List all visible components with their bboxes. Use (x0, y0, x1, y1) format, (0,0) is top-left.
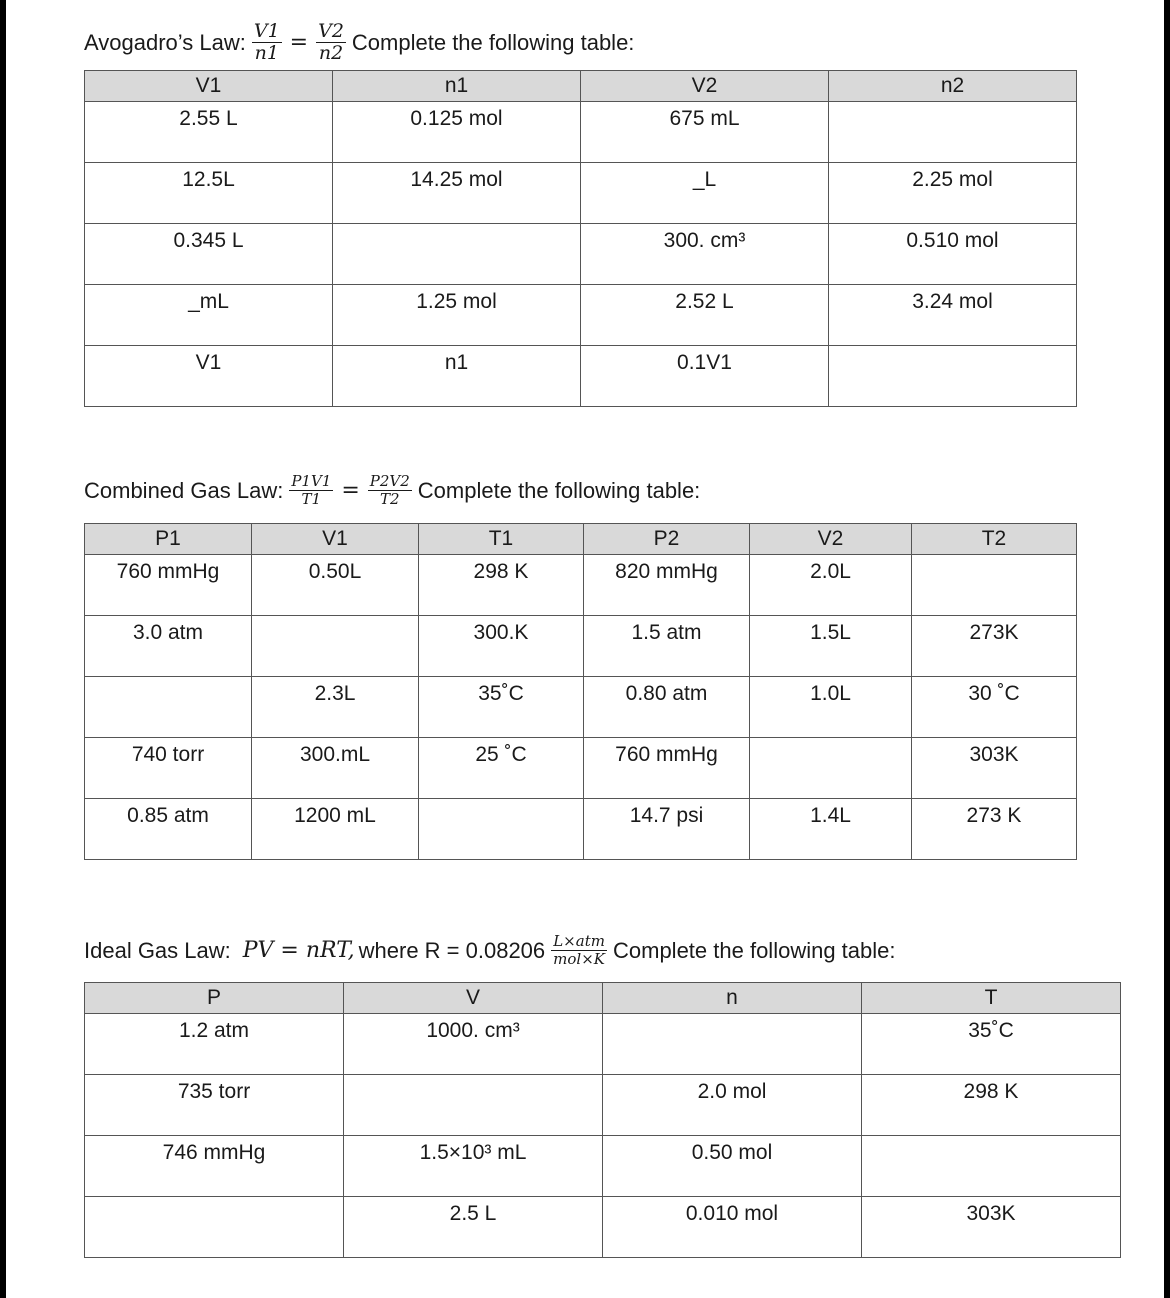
right-frame-edge (1164, 0, 1170, 1298)
avogadro-header-v1: V1 (85, 71, 333, 102)
table-cell (829, 102, 1077, 163)
table-cell: 303K (912, 738, 1077, 799)
table-cell: 30 ˚C (912, 677, 1077, 738)
table-cell: 303K (862, 1197, 1121, 1258)
table-cell: 675 mL (581, 102, 829, 163)
table-cell: 0.80 atm (584, 677, 750, 738)
table-cell: _mL (85, 285, 333, 346)
avogadro-instruction: Complete the following table: (351, 29, 635, 55)
table-cell: 35˚C (419, 677, 584, 738)
table-cell: V1 (85, 346, 333, 407)
table-row (85, 1197, 1121, 1258)
table-cell: 746 mmHg (85, 1136, 344, 1197)
table-cell (85, 677, 252, 738)
combined-equals: = (341, 478, 360, 503)
table-cell: 3.0 atm (85, 616, 252, 677)
combined-header-p1: P1 (85, 524, 252, 555)
table-cell: 0.85 atm (85, 799, 252, 860)
table-cell: 14.25 mol (333, 163, 581, 224)
table-cell: 2.52 L (581, 285, 829, 346)
table-cell: 0.50 mol (603, 1136, 862, 1197)
left-frame-edge (0, 0, 6, 1298)
table-cell: 2.0L (750, 555, 912, 616)
table-cell: 2.5 L (344, 1197, 603, 1258)
combined-fraction-left: $\frac{P1V1}{T1}$ (291, 472, 332, 508)
table-cell: 273K (912, 616, 1077, 677)
avogadro-heading (84, 22, 634, 63)
combined-header-row (85, 524, 1077, 555)
table-cell: 300. cm³ (581, 224, 829, 285)
combined-heading (84, 474, 700, 507)
table-cell: 14.7 psi (584, 799, 750, 860)
avogadro-header-n2: n2 (829, 71, 1077, 102)
table-row (85, 555, 1077, 616)
table-cell: 1.4L (750, 799, 912, 860)
table-cell: 25 ˚C (419, 738, 584, 799)
table-cell: 1.25 mol (333, 285, 581, 346)
combined-header-t1: T1 (419, 524, 584, 555)
table-cell: 1.5 atm (584, 616, 750, 677)
table-row (85, 1014, 1121, 1075)
table-row (85, 224, 1077, 285)
table-cell: 0.1V1 (581, 346, 829, 407)
ideal-header-p: P (85, 983, 344, 1014)
table-row (85, 677, 1077, 738)
table-row (85, 799, 1077, 860)
table-cell: 0.510 mol (829, 224, 1077, 285)
table-cell: n1 (333, 346, 581, 407)
avogadro-equals: = (289, 30, 309, 55)
table-cell: 820 mmHg (584, 555, 750, 616)
table-cell: 1.5×10³ mL (344, 1136, 603, 1197)
combined-fraction-right: $\frac{P2V2}{T2}$ (369, 472, 410, 508)
table-cell: 1200 mL (252, 799, 419, 860)
table-cell: 740 torr (85, 738, 252, 799)
table-cell (252, 616, 419, 677)
table-cell: 2.25 mol (829, 163, 1077, 224)
table-cell (829, 346, 1077, 407)
ideal-heading (84, 934, 896, 967)
ideal-header-row (85, 983, 1121, 1014)
table-cell: 1000. cm³ (344, 1014, 603, 1075)
table-cell (344, 1075, 603, 1136)
table-cell: 2.3L (252, 677, 419, 738)
table-cell: 0.345 L (85, 224, 333, 285)
combined-table (84, 523, 1077, 860)
ideal-header-n: n (603, 983, 862, 1014)
table-row (85, 738, 1077, 799)
ideal-r-units: $\frac{\text{L×atm}}{\text{mol×K}}$ (553, 932, 605, 968)
table-cell: 760 mmHg (85, 555, 252, 616)
combined-instruction: Complete the following table: (417, 477, 701, 503)
table-row (85, 616, 1077, 677)
table-row (85, 102, 1077, 163)
table-cell: _L (581, 163, 829, 224)
table-cell: 1.2 atm (85, 1014, 344, 1075)
avogadro-table (84, 70, 1077, 407)
ideal-instruction: Complete the following table: (613, 937, 896, 963)
table-cell: 298 K (862, 1075, 1121, 1136)
ideal-table (84, 982, 1121, 1258)
table-cell (603, 1014, 862, 1075)
ideal-equation: PV = nRT, (242, 938, 355, 963)
table-cell: 3.24 mol (829, 285, 1077, 346)
avogadro-header-v2: V2 (581, 71, 829, 102)
ideal-header-t: T (862, 983, 1121, 1014)
table-cell: 273 K (912, 799, 1077, 860)
combined-label: Combined Gas Law: (84, 477, 284, 503)
table-cell (333, 224, 581, 285)
avogadro-fraction-left: $\frac{V1}{n1}$ (253, 20, 280, 64)
table-cell: 12.5L (85, 163, 333, 224)
table-row (85, 1075, 1121, 1136)
table-cell: 2.0 mol (603, 1075, 862, 1136)
table-cell: 735 torr (85, 1075, 344, 1136)
table-cell: 300.mL (252, 738, 419, 799)
table-cell: 2.55 L (85, 102, 333, 163)
table-row (85, 346, 1077, 407)
table-cell: 0.010 mol (603, 1197, 862, 1258)
table-cell: 760 mmHg (584, 738, 750, 799)
table-cell (912, 555, 1077, 616)
avogadro-label: Avogadro’s Law: (84, 29, 246, 55)
table-cell (862, 1136, 1121, 1197)
table-cell: 0.125 mol (333, 102, 581, 163)
table-cell (750, 738, 912, 799)
table-cell: 0.50L (252, 555, 419, 616)
table-row (85, 1136, 1121, 1197)
table-cell: 298 K (419, 555, 584, 616)
avogadro-header-n1: n1 (333, 71, 581, 102)
table-row (85, 163, 1077, 224)
ideal-label: Ideal Gas Law: (84, 937, 231, 963)
combined-header-t2: T2 (912, 524, 1077, 555)
combined-header-v1: V1 (252, 524, 419, 555)
combined-header-v2: V2 (750, 524, 912, 555)
avogadro-fraction-right: $\frac{V2}{n2}$ (318, 20, 344, 64)
table-cell (419, 799, 584, 860)
combined-header-p2: P2 (584, 524, 750, 555)
table-cell: 1.5L (750, 616, 912, 677)
table-cell: 1.0L (750, 677, 912, 738)
table-cell (85, 1197, 344, 1258)
table-row (85, 285, 1077, 346)
ideal-where: where R = 0.08206 (358, 937, 546, 963)
ideal-header-v: V (344, 983, 603, 1014)
table-cell: 300.K (419, 616, 584, 677)
avogadro-header-row (85, 71, 1077, 102)
table-cell: 35˚C (862, 1014, 1121, 1075)
